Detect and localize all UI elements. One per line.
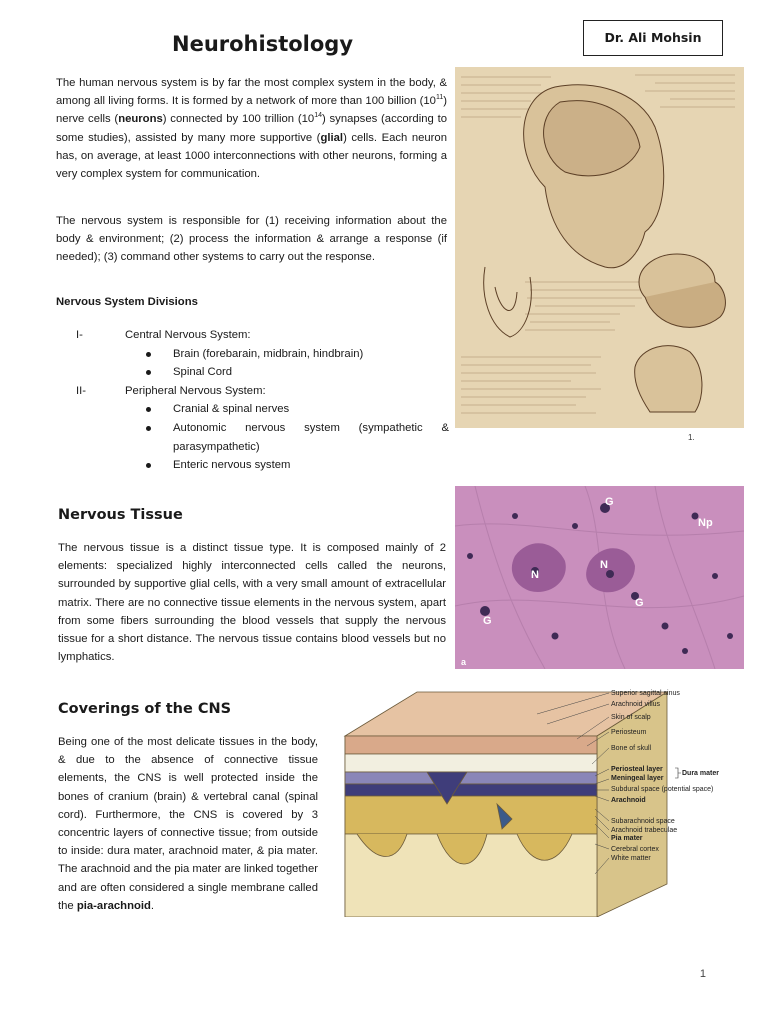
division-label: Peripheral Nervous System: — [125, 384, 266, 397]
list-item: Autonomic nervous system (sympathetic & parasympathetic) — [173, 421, 449, 453]
micrograph-label-n: N — [531, 569, 539, 581]
micrograph-label-n: N — [600, 559, 608, 571]
figure-caption: 1. — [688, 433, 695, 442]
micrograph-label-np: Np — [698, 517, 713, 529]
diagram-label: Bone of skull — [611, 745, 652, 752]
diagram-label: Pia mater — [611, 835, 643, 842]
diagram-label: Skin of scalp — [611, 714, 651, 721]
micrograph-label-g: G — [605, 496, 614, 508]
section-heading-coverings: Coverings of the CNS — [58, 701, 232, 717]
division-row — [76, 382, 456, 401]
coverings-paragraph: Being one of the most delicate tissues in the body, & due to the absence of connective tissue elements, the CNS is well protected inside the bones of cranium (brain) & vertebral canal (spinal cord). Furthermore, the CNS is covered by 3 concentric layers of connective tissue; from outside to inside: dura mater, arachnoid mater, & pia mater. The arachnoid and the pia mater are linked together and are often considered a single membrane called the pia-arachnoid. — [58, 736, 318, 912]
diagram-label: Arachnoid trabeculae — [611, 827, 678, 834]
meninges-diagram — [337, 684, 748, 917]
micrograph-label-g: G — [635, 597, 644, 609]
diagram-label: Periosteal layer — [611, 766, 663, 773]
diagram-label: Subdural space (potential space) — [611, 786, 714, 793]
intro-paragraph-1: The human nervous system is by far the most complex system in the body, & among all living forms. It is formed by a network of more than 100 billion $(10^{11})$ nerve cells (neurons) connected by 100 trillion $(10^{14})$ synapses (according to some studies), assisted by many more supportive (glial) cells. Each neuron has, on average, at least 1000 interconnections with other neurons, forming a very complex system for communication. — [56, 77, 447, 181]
micrograph-label-g: G — [483, 615, 492, 627]
diagram-label: Arachnoid villus — [611, 701, 661, 708]
list-item: Cranial & spinal nerves — [173, 403, 290, 416]
division-row — [76, 326, 456, 345]
division-numeral: II- — [76, 384, 87, 397]
author-box: Dr. Ali Mohsin — [583, 20, 723, 56]
list-item: Spinal Cord — [173, 366, 233, 379]
nerve-tissue-micrograph — [455, 486, 744, 669]
leonardo-anatomy-sketch — [455, 67, 744, 428]
list-item: Enteric nervous system — [173, 459, 291, 472]
list-item: Brain (forebarain, midbrain, hindbrain) — [173, 347, 364, 360]
divisions-heading: Nervous System Divisions — [56, 296, 198, 308]
diagram-label: Meningeal layer — [611, 775, 664, 782]
division-numeral: I- — [76, 329, 83, 341]
diagram-label: Superior sagittal sinus — [611, 690, 680, 697]
divisions-list — [76, 326, 456, 475]
diagram-label: Periosteum — [611, 729, 647, 736]
diagram-label: Subarachnoid space — [611, 818, 675, 825]
diagram-label: Arachnoid — [611, 797, 646, 804]
diagram-label: Dura mater — [682, 770, 719, 777]
diagram-label: White matter — [611, 855, 651, 862]
division-label: Central Nervous System: — [125, 329, 251, 341]
diagram-label: Cerebral cortex — [611, 846, 659, 853]
micrograph-panel-label: a — [461, 657, 467, 667]
page-number: 1 — [699, 968, 706, 980]
nervous-tissue-paragraph: The nervous tissue is a distinct tissue type. It is composed mainly of 2 elements: specialized highly interconnected cells called the neurons, surrounded by supportive glial cells, with a very small amount of extracellular matrix. There are no connective tissue elements in the nervous system, apart from some fibers surrounding the blood vessels that supply the nervous tissue for a short distance. The nervous tissue contains blood vessels but no lymphatics. — [58, 542, 446, 664]
page-title: Neurohistology — [172, 32, 354, 56]
intro-paragraph-2: The nervous system is responsible for (1) receiving information about the body & environment; (2) process the information & arrange a response (if needed); (3) command other systems to carry out the response. — [56, 215, 447, 264]
section-heading-nervous-tissue: Nervous Tissue — [58, 507, 183, 523]
